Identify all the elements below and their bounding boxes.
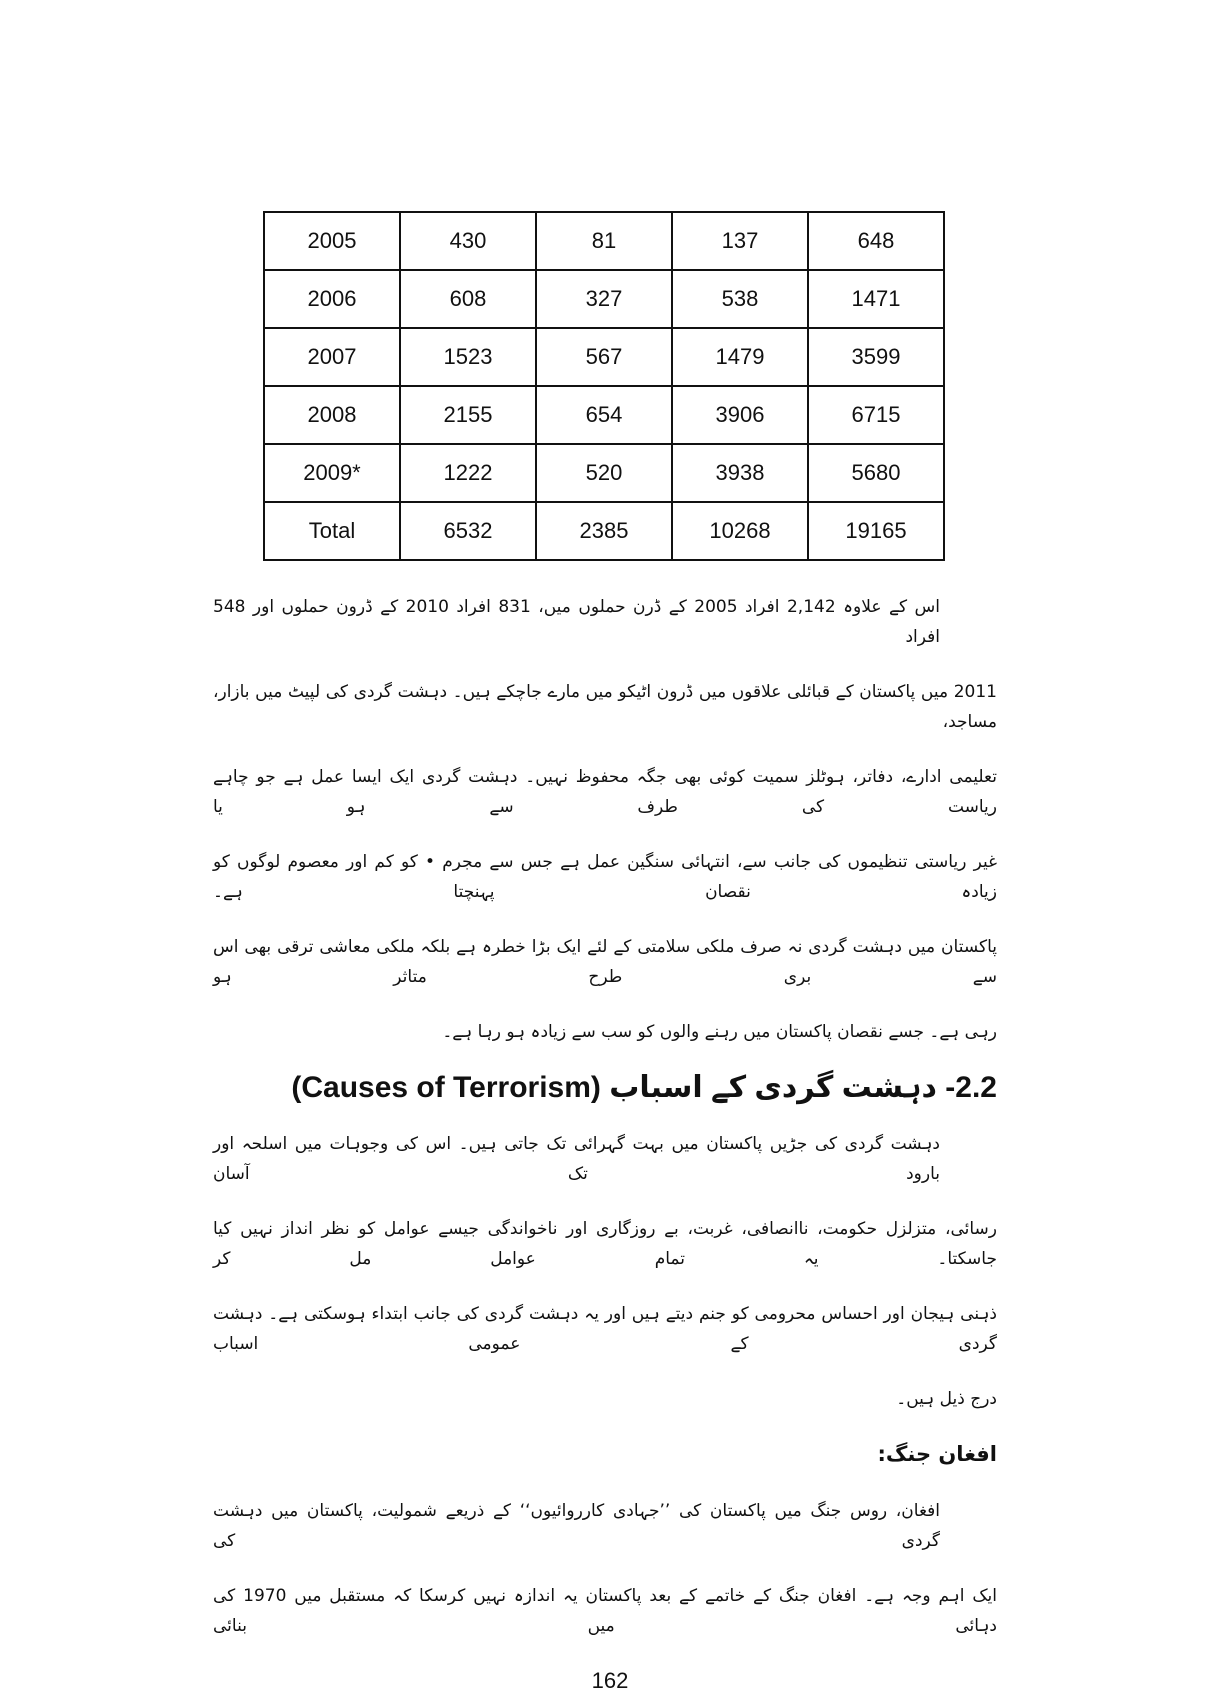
table-cell: 430 bbox=[400, 212, 536, 270]
table-cell: 2385 bbox=[536, 502, 672, 560]
text-line: پاکستان میں دہشت گردی نہ صرف ملکی سلامتی کے لئے ایک بڑا خطرہ ہے بلکہ ملکی معاشی ترقی بھی اس سے بری طرح متاثر ہو bbox=[213, 937, 997, 987]
table-row bbox=[264, 444, 944, 502]
table-cell: Total bbox=[264, 502, 400, 560]
table-cell: 1471 bbox=[808, 270, 944, 328]
statistics-table bbox=[263, 211, 945, 561]
text-line: 2011 میں پاکستان کے قبائلی علاقوں میں ڈرون اٹیکو میں مارے جاچکے ہیں۔ دہشت گردی کی لپیٹ میں بازار، مساجد، bbox=[213, 682, 997, 732]
table-cell: 6715 bbox=[808, 386, 944, 444]
table-cell: 2009* bbox=[264, 444, 400, 502]
table-cell: 1523 bbox=[400, 328, 536, 386]
table-cell: 608 bbox=[400, 270, 536, 328]
table-cell: 3599 bbox=[808, 328, 944, 386]
paragraph-causes bbox=[213, 1117, 997, 1427]
table-cell: 2006 bbox=[264, 270, 400, 328]
text-line: تعلیمی ادارے، دفاتر، ہوٹلز سمیت کوئی بھی جگہ محفوظ نہیں۔ دہشت گردی ایک ایسا عمل ہے جو چاہے ریاست کی طرف سے ہو یا bbox=[213, 767, 997, 817]
table-cell: 2008 bbox=[264, 386, 400, 444]
table-cell: 327 bbox=[536, 270, 672, 328]
text-line: رہی ہے۔ جسے نقصان پاکستان میں رہنے والوں کو سب سے زیادہ ہو رہا ہے۔ bbox=[442, 1022, 997, 1042]
paragraph-afghan-war bbox=[213, 1484, 997, 1654]
table-cell: 81 bbox=[536, 212, 672, 270]
table-row bbox=[264, 212, 944, 270]
table-row-total bbox=[264, 502, 944, 560]
table-cell: 3938 bbox=[672, 444, 808, 502]
table-cell: 538 bbox=[672, 270, 808, 328]
table-cell: 137 bbox=[672, 212, 808, 270]
table-cell: 567 bbox=[536, 328, 672, 386]
table-cell: 5680 bbox=[808, 444, 944, 502]
table-cell: 648 bbox=[808, 212, 944, 270]
subheading-afghan-war: افغان جنگ: bbox=[877, 1442, 997, 1466]
table-cell: 10268 bbox=[672, 502, 808, 560]
table-cell: 1222 bbox=[400, 444, 536, 502]
text-line: درج ذیل ہیں۔ bbox=[896, 1389, 997, 1409]
page-body-text bbox=[213, 580, 997, 1696]
table-cell: 1479 bbox=[672, 328, 808, 386]
text-line: افغان، روس جنگ میں پاکستان کی ’’جہادی کارروائیوں‘‘ کے ذریعے شمولیت، پاکستان میں دہشت گردی کی bbox=[213, 1501, 940, 1551]
section-heading: 2.2- دہشت گردی کے اسباب (Causes of Terrorism) bbox=[291, 1071, 997, 1104]
table-row bbox=[264, 328, 944, 386]
table-cell: 2155 bbox=[400, 386, 536, 444]
table-cell: 3906 bbox=[672, 386, 808, 444]
text-line: ایک اہم وجہ ہے۔ افغان جنگ کے خاتمے کے بعد پاکستان یہ اندازہ نہیں کرسکا کہ مستقبل میں 1970 کی دہائی میں بنائی bbox=[213, 1586, 997, 1636]
table-cell: 520 bbox=[536, 444, 672, 502]
text-line: اس کے علاوہ 2,142 افراد 2005 کے ڈرن حملوں میں، 831 افراد 2010 کے ڈرون حملوں اور 548 افراد bbox=[213, 597, 940, 647]
table-row bbox=[264, 386, 944, 444]
page-number: 162 bbox=[591, 1668, 629, 1693]
text-line: ذہنی ہیجان اور احساس محرومی کو جنم دیتے ہیں اور یہ دہشت گردی کی جانب ابتداء ہوسکتی ہے۔ دہشت گردی کے عمومی اسباب bbox=[213, 1304, 997, 1354]
table-cell: 654 bbox=[536, 386, 672, 444]
paragraph-drone-casualties bbox=[213, 580, 997, 1060]
text-line: غیر ریاستی تنظیموں کی جانب سے، انتہائی سنگین عمل ہے جس سے مجرم • کو کم اور معصوم لوگوں کو زیادہ نقصان پہنچتا ہے۔ bbox=[213, 852, 997, 902]
table-cell: 6532 bbox=[400, 502, 536, 560]
text-line: دہشت گردی کی جڑیں پاکستان میں بہت گہرائی تک جاتی ہیں۔ اس کی وجوہات میں اسلحہ اور بارود تک آسان bbox=[213, 1134, 940, 1184]
table-cell: 2005 bbox=[264, 212, 400, 270]
text-line: رسائی، متزلزل حکومت، ناانصافی، غربت، بے روزگاری اور ناخواندگی جیسے عوامل کو نظر انداز نہیں کیا جاسکتا۔ یہ تمام عوامل مل کر bbox=[213, 1219, 997, 1269]
table-row bbox=[264, 270, 944, 328]
table-cell: 19165 bbox=[808, 502, 944, 560]
table-cell: 2007 bbox=[264, 328, 400, 386]
